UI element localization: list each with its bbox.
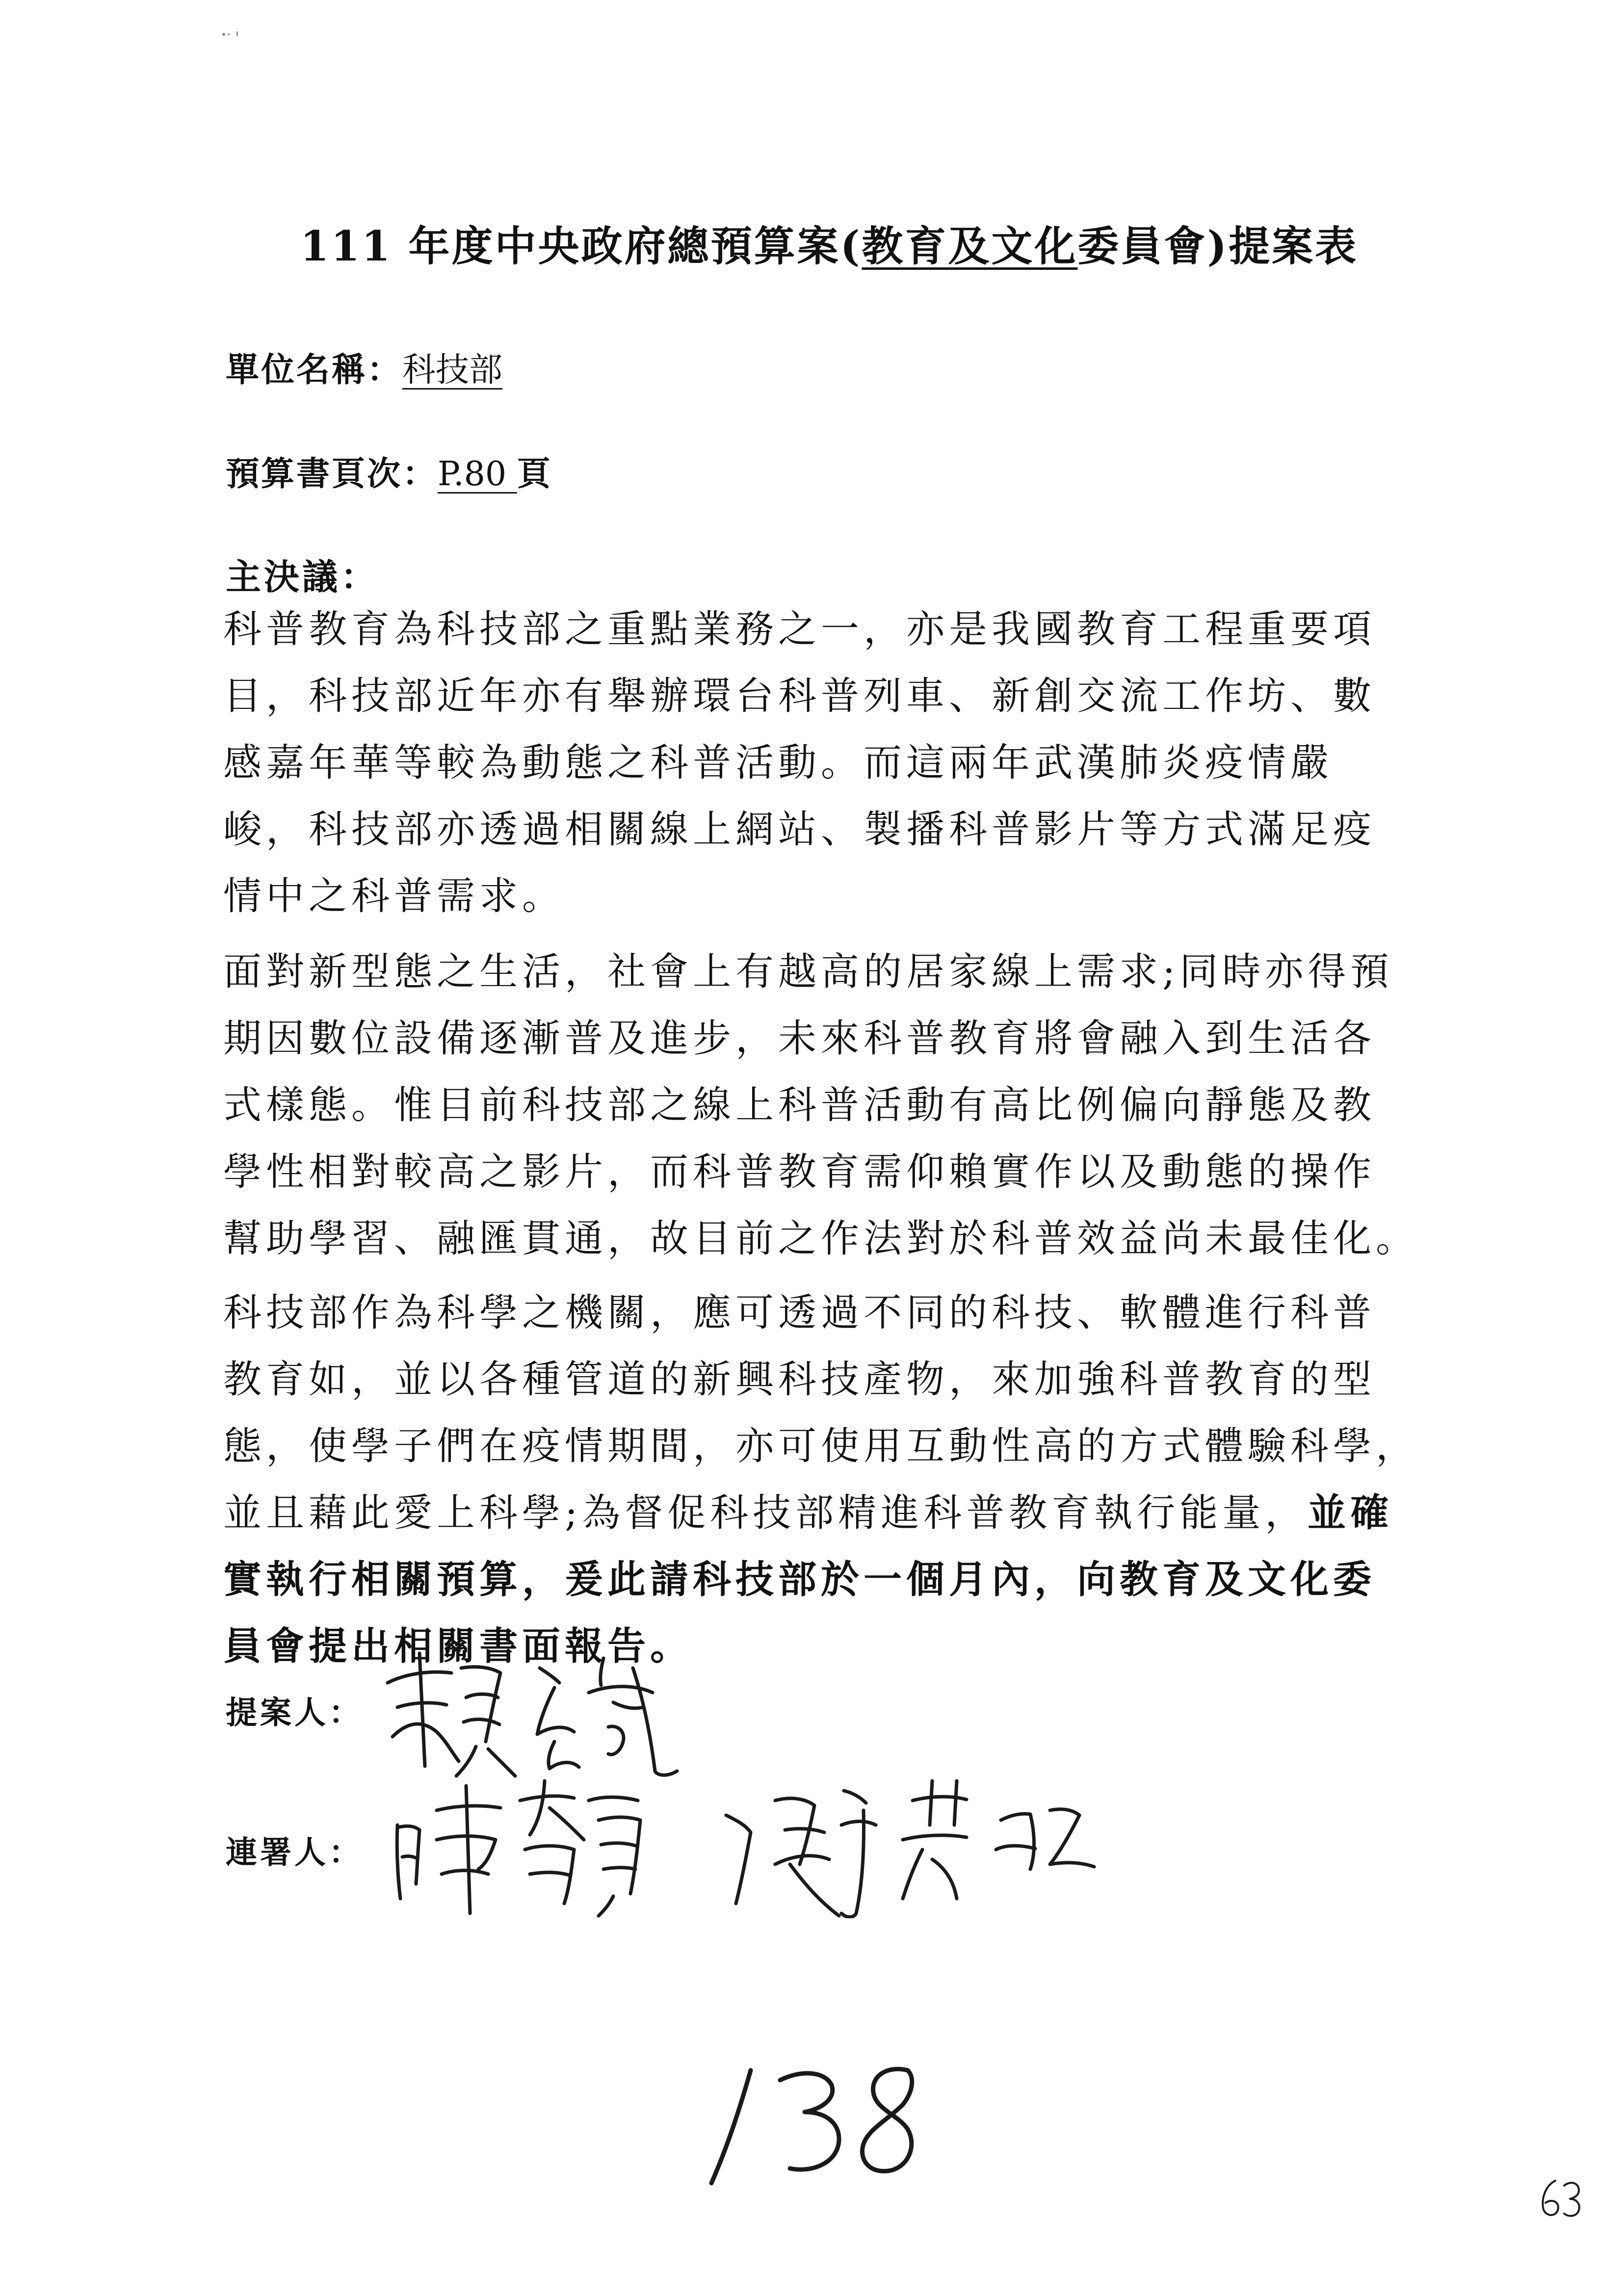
paragraph-2 xyxy=(223,939,1440,1272)
unit-name-field xyxy=(226,343,502,391)
paragraph-line: 目，科技部近年亦有舉辦環台科普列車、新創交流工作坊、數 xyxy=(223,674,1376,718)
paragraph-line: 面對新型態之生活，社會上有越高的居家線上需求;同時亦得預 xyxy=(223,950,1393,994)
page-number-handwritten xyxy=(682,2051,957,2198)
proposer-signature xyxy=(378,1639,721,1786)
budget-page-suffix: 頁 xyxy=(517,454,550,494)
paragraph-line: 態，使學子們在疫情期間，亦可使用互動性高的方式體驗科學， xyxy=(223,1424,1419,1468)
paragraph-text: 並且藉此愛上科學;為督促科技部精進科普教育執行能量， xyxy=(223,1491,1308,1535)
paragraph-line: 教育如，並以各種管道的新興科技產物，來加強科普教育的型 xyxy=(223,1357,1376,1402)
paragraph-line-bold: 員會提出相關書面報告。 xyxy=(223,1624,693,1669)
paragraph-line: 幫助學習、融匯貫通，故目前之作法對於科普效益尚未最佳化。 xyxy=(223,1217,1419,1261)
paragraph-3 xyxy=(223,1279,1440,1680)
title-suffix: 委員會)提案表 xyxy=(1077,222,1359,270)
proposer-label: 提案人： xyxy=(226,1695,363,1731)
unit-name-value: 科技部 xyxy=(402,351,503,390)
corner-page-mark xyxy=(1536,2173,1585,2222)
paragraph-line-bold: 實執行相關預算，爰此請科技部於一個月內，向教育及文化委 xyxy=(223,1557,1376,1602)
budget-page-value: P.80 xyxy=(438,455,517,494)
paragraph-line: 學性相對較高之影片，而科普教育需仰賴實作以及動態的操作 xyxy=(223,1150,1376,1194)
paragraph-text-bold: 並確 xyxy=(1308,1490,1393,1535)
paragraph-line: 科技部作為科學之機關，應可透過不同的科技、軟體進行科普 xyxy=(223,1291,1376,1335)
paragraph-line: 科普教育為科技部之重點業務之一，亦是我國教育工程重要項 xyxy=(223,607,1376,652)
paragraph-line: 峻，科技部亦透過相關線上網站、製播科普影片等方式滿足疫 xyxy=(223,808,1376,852)
paragraph-line: 期因數位設備逐漸普及進步，未來科普教育將會融入到生活各 xyxy=(223,1017,1376,1061)
title-prefix: 111 年度中央政府總預算案( xyxy=(300,222,862,270)
paragraph-line: 式樣態。惟目前科技部之線上科普活動有高比例偏向靜態及教 xyxy=(223,1083,1376,1127)
unit-name-label: 單位名稱： xyxy=(226,350,403,390)
cosigner-signatures xyxy=(383,1771,1128,1918)
budget-page-field xyxy=(226,447,550,495)
cosigner-label: 連署人： xyxy=(226,1834,363,1871)
document-title xyxy=(300,213,1380,273)
paragraph-line xyxy=(223,1480,1440,1546)
paragraph-line: 情中之科普需求。 xyxy=(223,874,565,918)
paragraph-1 xyxy=(223,596,1440,930)
resolution-label: 主決議： xyxy=(226,556,379,598)
title-committee: 教育及文化 xyxy=(862,222,1078,270)
budget-page-label: 預算書頁次： xyxy=(226,454,438,494)
paragraph-line: 感嘉年華等較為動態之科普活動。而這兩年武漢肺炎疫情嚴 xyxy=(223,741,1334,785)
page-number-text xyxy=(805,2065,806,2066)
scan-artifact xyxy=(222,30,241,37)
